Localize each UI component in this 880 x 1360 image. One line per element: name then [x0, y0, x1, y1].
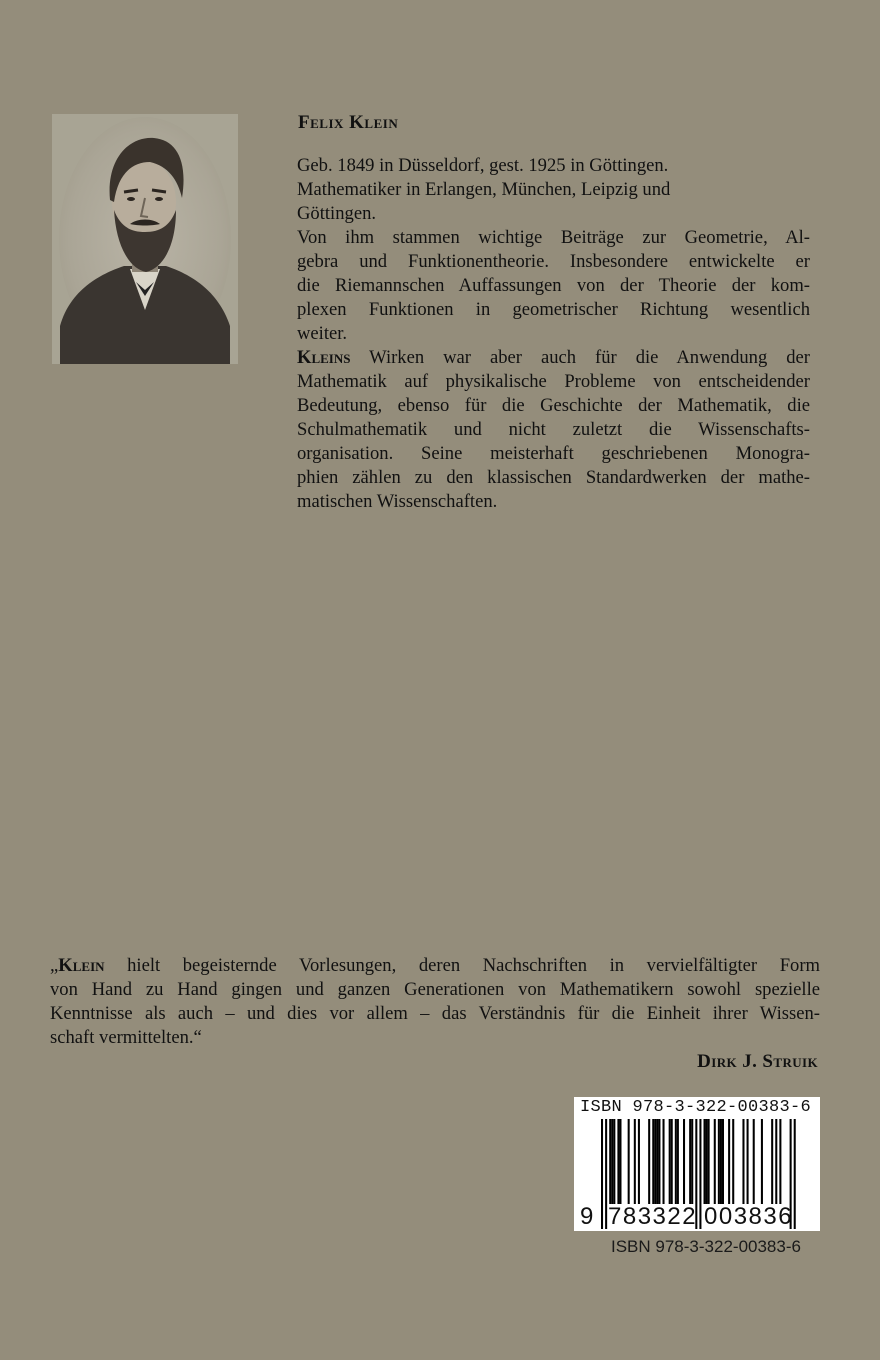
author-surname: Kleins [297, 347, 351, 368]
barcode-bar [652, 1119, 654, 1204]
quotation [50, 954, 820, 1050]
bio-line: weiter. [297, 323, 348, 344]
bio-line: organisation. Seine meisterhaft geschriebenen Monogra- [297, 443, 810, 464]
barcode-bar [613, 1119, 615, 1204]
barcode-bar [706, 1119, 708, 1204]
barcode-bar [779, 1119, 781, 1204]
barcode-guard-bar [601, 1119, 603, 1229]
quote-line [50, 954, 820, 978]
opening-quote-mark: „ [50, 955, 59, 976]
barcode-guard-bar [699, 1119, 701, 1229]
barcode-bar [728, 1119, 730, 1204]
quote-line-rest: hielt begeisternde Vorlesungen, deren Nachschriften in vervielfältigter Form [104, 955, 820, 976]
barcode-bar [691, 1119, 693, 1204]
barcode-bar [714, 1119, 716, 1204]
barcode-digits-left: 783322 [608, 1203, 698, 1230]
bio-line: Geb. 1849 in Düsseldorf, gest. 1925 in Göttingen. [297, 155, 669, 176]
quote-attribution: Dirk J. Struik [697, 1051, 818, 1072]
barcode-bar [658, 1119, 660, 1204]
barcode-bar [742, 1119, 744, 1204]
bio-line: Mathematiker in Erlangen, München, Leipzig und [297, 179, 671, 200]
barcode-isbn-label: ISBN 978-3-322-00383-6 [580, 1098, 812, 1117]
bio-line: matischen Wissenschaften. [297, 491, 498, 512]
barcode-bar [718, 1119, 720, 1204]
barcode-bar [675, 1119, 677, 1204]
barcode-bar [656, 1119, 658, 1204]
barcode-digit-first: 9 [580, 1203, 594, 1230]
barcode-bar [609, 1119, 611, 1204]
bio-line: Schulmathematik und nicht zuletzt die Wissenschafts- [297, 419, 810, 440]
barcode-bar [689, 1119, 691, 1204]
quoted-name: Klein [58, 955, 105, 976]
bio-line: phien zählen zu den klassischen Standardwerken der mathe- [297, 467, 810, 488]
quote-line: von Hand zu Hand gingen und ganzen Generationen von Mathematikern sowohl spezielle [50, 979, 820, 1000]
barcode-bar [669, 1119, 671, 1204]
barcode-bar [638, 1119, 640, 1204]
bio-line: Göttingen. [297, 203, 377, 224]
barcode-bar [720, 1119, 722, 1204]
bio-line: Mathematik auf physikalische Probleme von entscheidender [297, 371, 810, 392]
barcode-bar [611, 1119, 613, 1204]
quote-line: schaft vermittelten.“ [50, 1027, 202, 1048]
bio-line: Von ihm stammen wichtige Beiträge zur Geometrie, Al- [297, 227, 810, 248]
barcode-bar [617, 1119, 619, 1204]
author-name: Felix Klein [298, 112, 399, 133]
barcode-bar [775, 1119, 777, 1204]
barcode-bar [654, 1119, 656, 1204]
author-biography [297, 154, 810, 514]
isbn-number: ISBN 978-3-322-00383-6 [611, 1237, 801, 1256]
barcode-bar [732, 1119, 734, 1204]
barcode-bar [671, 1119, 673, 1204]
barcode-bar [628, 1119, 630, 1204]
barcode-bar [663, 1119, 665, 1204]
isbn-barcode [574, 1097, 820, 1231]
bio-line: gebra und Funktionentheorie. Insbesondere entwickelte er [297, 251, 810, 272]
barcode-bar [704, 1119, 706, 1204]
barcode-guard-bar [605, 1119, 607, 1229]
quote-line: Kenntnisse als auch – und dies vor allem – das Verständnis für die Einheit ihrer Wissen- [50, 1003, 820, 1024]
barcode-bar [619, 1119, 621, 1204]
bio-line-rest: Wirken war aber auch für die Anwendung der [350, 347, 810, 368]
author-portrait [52, 114, 238, 364]
barcode-digits-right: 003836 [704, 1203, 794, 1230]
barcode-bar [708, 1119, 710, 1204]
barcode-bar [761, 1119, 763, 1204]
bio-line [297, 346, 810, 370]
barcode-bar [747, 1119, 749, 1204]
barcode-bar [648, 1119, 650, 1204]
barcode-bar [683, 1119, 685, 1204]
barcode-bar [722, 1119, 724, 1204]
barcode-guard-bar [794, 1119, 796, 1229]
barcode-bar [634, 1119, 636, 1204]
barcode-bar [771, 1119, 773, 1204]
bio-line: plexen Funktionen in geometrischer Richtung wesentlich [297, 299, 810, 320]
bio-line: die Riemannschen Auffassungen von der Theorie der kom- [297, 275, 810, 296]
barcode-bar [677, 1119, 679, 1204]
barcode-bar [753, 1119, 755, 1204]
bio-line: Bedeutung, ebenso für die Geschichte der Mathematik, die [297, 395, 810, 416]
